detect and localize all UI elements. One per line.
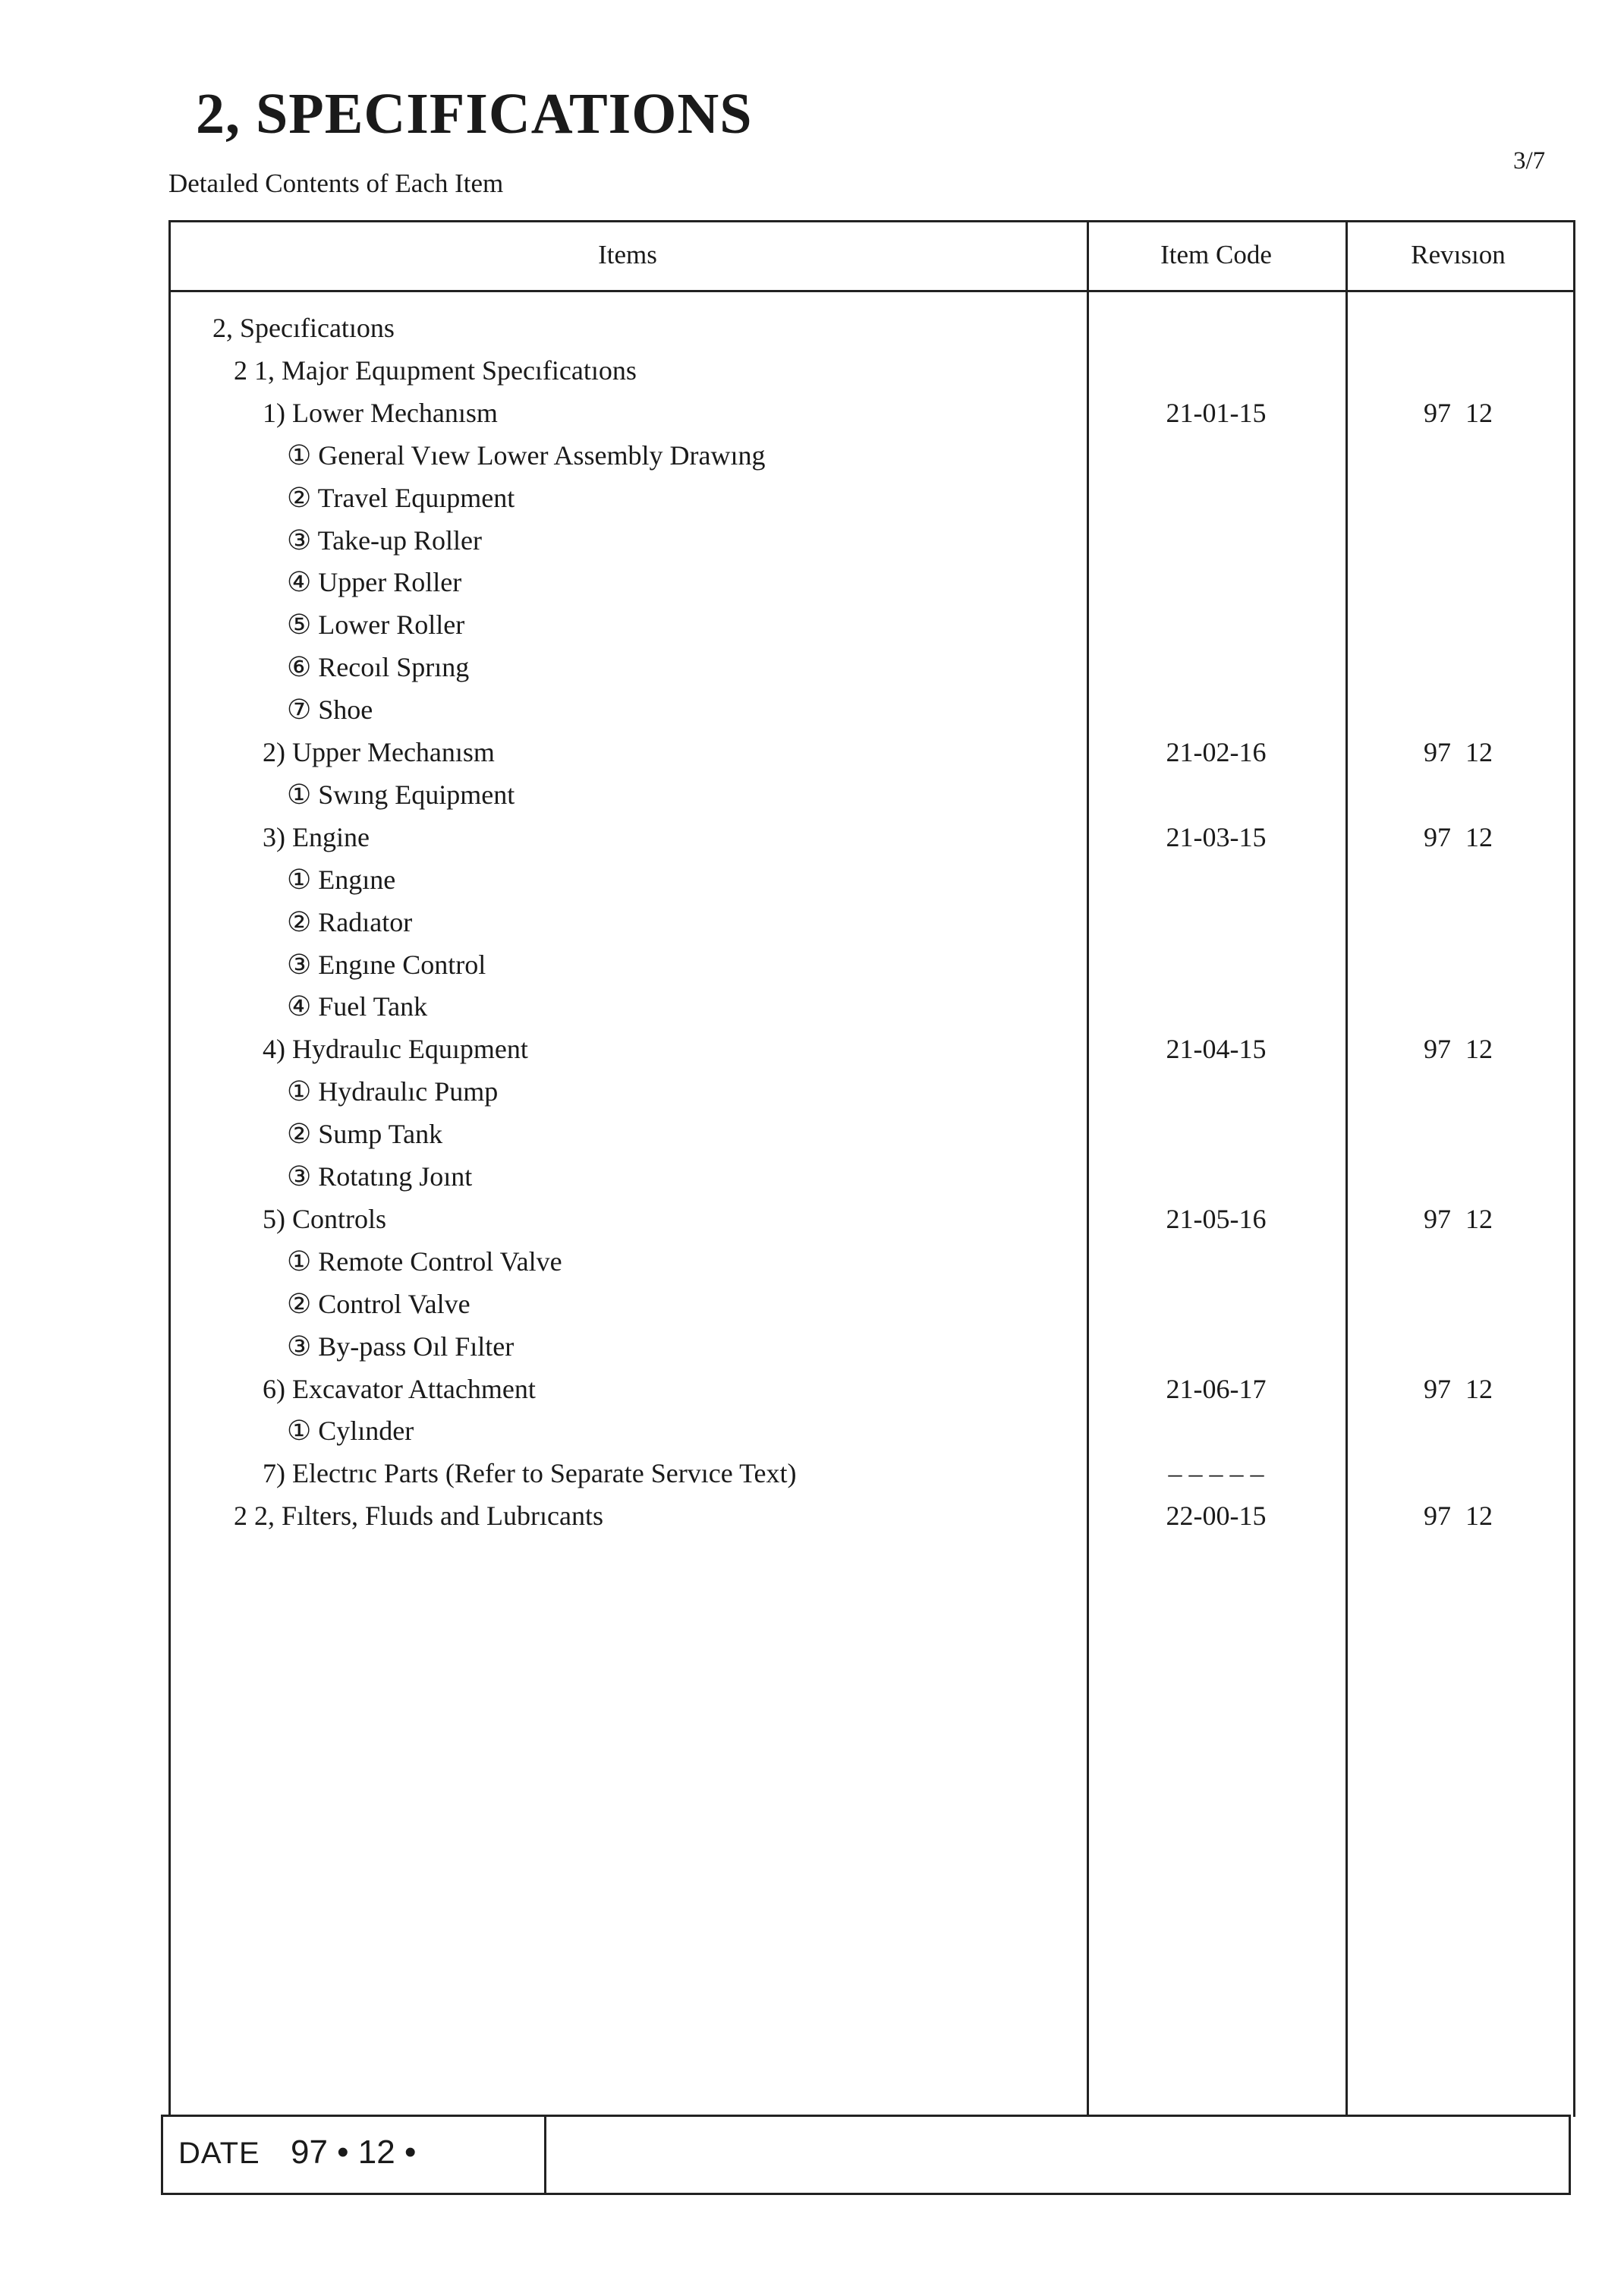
row-item-text: ⑤ Lower Roller <box>287 609 465 641</box>
row-item-text: ③ Take-up Roller <box>287 524 483 556</box>
row-revision: 97 12 <box>1424 1034 1493 1065</box>
table-row <box>0 561 1624 603</box>
table-row <box>0 731 1624 773</box>
table-row <box>0 307 1624 349</box>
table-row <box>0 1368 1624 1410</box>
row-item-text: 7) Electrıc Parts (Refer to Separate Servıce Text) <box>263 1458 797 1489</box>
table-row <box>0 1409 1624 1452</box>
table-row <box>0 603 1624 646</box>
row-item-text: ② Radıator <box>287 906 413 937</box>
table-row <box>0 943 1624 986</box>
table-row <box>0 1283 1624 1325</box>
row-revision: 97 12 <box>1424 1203 1493 1234</box>
page-title: 2, SPECIFICATIONS <box>196 82 753 146</box>
row-item-code: 21-03-15 <box>1166 821 1267 852</box>
page-number: 3/7 <box>1513 147 1546 175</box>
row-item-text: ② Travel Equıpment <box>287 482 515 513</box>
page-subtitle: Detaıled Contents of Each Item <box>168 168 504 198</box>
table-row <box>0 1198 1624 1240</box>
row-item-code: 21-05-16 <box>1166 1203 1267 1234</box>
table-row <box>0 349 1624 392</box>
row-item-code: 21-01-15 <box>1166 397 1267 428</box>
header-divider <box>168 290 1575 292</box>
row-item-text: 3) Engine <box>263 821 370 852</box>
table-row <box>0 858 1624 901</box>
row-revision: 97 12 <box>1424 821 1493 852</box>
row-item-text: ① Remote Control Valve <box>287 1246 562 1277</box>
table-row <box>0 985 1624 1028</box>
row-revision: 97 12 <box>1424 1373 1493 1404</box>
row-item-text: ⑦ Shoe <box>287 694 373 726</box>
footer-divider <box>544 2117 546 2193</box>
row-item-text: ① Hydraulıc Pump <box>287 1076 499 1107</box>
row-item-text: 2 1, Major Equıpment Specıficatıons <box>234 354 637 386</box>
row-item-text: 1) Lower Mechanısm <box>263 397 498 428</box>
row-item-text: 2, Specıficatıons <box>212 313 395 343</box>
table-row <box>0 816 1624 858</box>
table-row <box>0 1452 1624 1494</box>
row-revision: 97 12 <box>1424 397 1493 428</box>
row-item-text: ④ Fuel Tank <box>287 991 428 1022</box>
table-row <box>0 901 1624 943</box>
row-item-text: ① Engıne <box>287 864 396 895</box>
row-item-text: 4) Hydraulıc Equıpment <box>263 1034 528 1065</box>
table-row <box>0 1070 1624 1113</box>
row-item-code: 22-00-15 <box>1166 1501 1267 1532</box>
date-value: 97 • 12 • <box>291 2134 417 2171</box>
row-item-text: ④ Upper Roller <box>287 567 462 598</box>
table-row <box>0 1494 1624 1537</box>
row-item-code: 21-02-16 <box>1166 737 1267 767</box>
row-item-text: ⑥ Recoıl Sprıng <box>287 652 470 683</box>
row-item-code: 21-04-15 <box>1166 1034 1267 1065</box>
row-item-text: ② Sump Tank <box>287 1119 443 1150</box>
row-revision: 97 12 <box>1424 737 1493 767</box>
footer-box <box>161 2115 1571 2195</box>
row-item-text: 6) Excavator Attachment <box>263 1373 536 1404</box>
row-revision: 97 12 <box>1424 1501 1493 1532</box>
column-header-revision: Revısıon <box>1411 240 1506 269</box>
row-item-code: 21-06-17 <box>1166 1373 1267 1404</box>
column-header-item-code: Item Code <box>1160 240 1272 269</box>
row-item-text: ③ Engıne Control <box>287 949 486 980</box>
table-row <box>0 1155 1624 1198</box>
row-item-code: – – – – – <box>1168 1458 1264 1489</box>
table-row <box>0 434 1624 477</box>
table-row <box>0 646 1624 688</box>
table-row <box>0 1113 1624 1155</box>
row-item-text: 5) Controls <box>263 1203 387 1234</box>
row-item-text: 2) Upper Mechanısm <box>263 737 495 767</box>
date-label: DATE <box>178 2137 260 2170</box>
row-item-text: ① General Vıew Lower Assembly Drawıng <box>287 439 766 471</box>
table-row <box>0 688 1624 731</box>
table-row <box>0 1028 1624 1070</box>
table-row <box>0 392 1624 434</box>
row-item-text: ① Swıng Equipment <box>287 779 515 810</box>
table-row <box>0 477 1624 519</box>
table-row <box>0 1325 1624 1368</box>
table-row <box>0 519 1624 562</box>
table-row <box>0 773 1624 816</box>
row-item-text: ② Control Valve <box>287 1288 471 1319</box>
row-item-text: ③ By-pass Oıl Fılter <box>287 1331 515 1362</box>
row-item-text: 2 2, Fılters, Fluıds and Lubrıcants <box>234 1501 603 1532</box>
row-item-text: ① Cylınder <box>287 1416 414 1447</box>
column-header-items: Items <box>598 240 657 269</box>
row-item-text: ③ Rotatıng Joınt <box>287 1161 473 1192</box>
table-row <box>0 1240 1624 1283</box>
